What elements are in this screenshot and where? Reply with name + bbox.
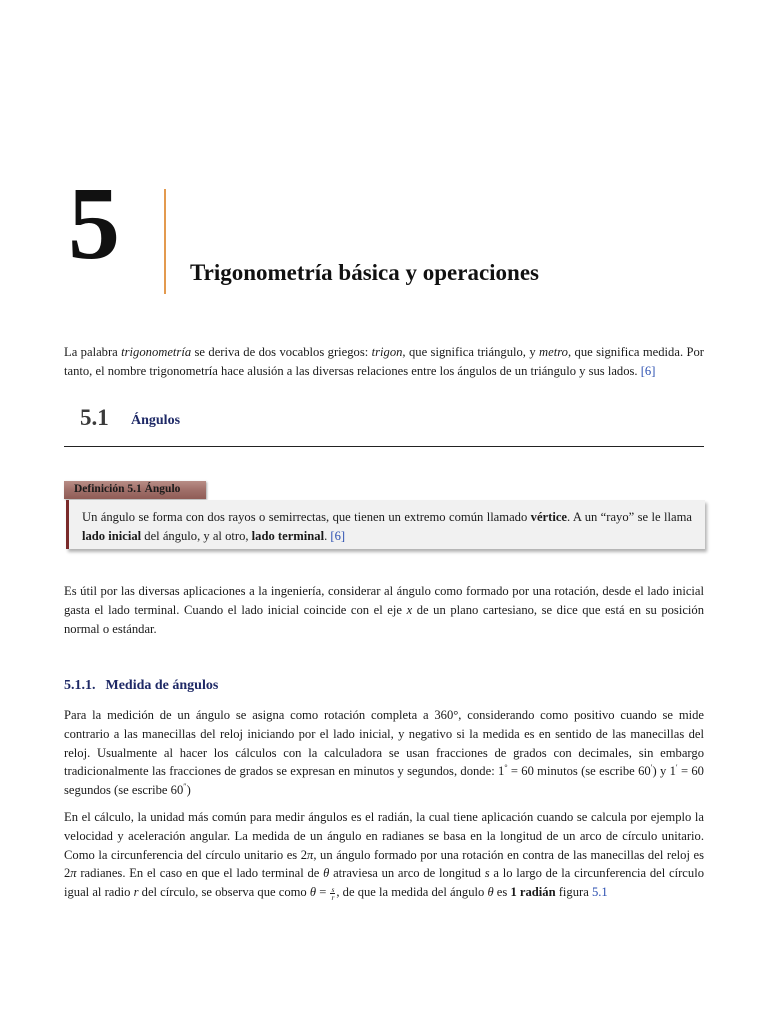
degrees-text-5: ) — [186, 783, 191, 798]
term-lado-inicial: lado inicial — [82, 528, 142, 543]
radians-paragraph — [64, 808, 704, 902]
fraction-denominator: r — [331, 892, 335, 902]
prime-symbol: ′ — [650, 763, 653, 773]
chapter-divider — [164, 189, 166, 294]
degree-symbol: ° — [504, 763, 508, 773]
term-lado-terminal: lado terminal — [251, 528, 325, 543]
symbol-theta: θ — [309, 885, 317, 900]
var-s: s — [484, 866, 490, 881]
degrees-text-4: = 60 segundos (se escribe 60 — [64, 764, 704, 798]
citation-link[interactable]: [6] — [640, 363, 656, 378]
term-trigon: trigon — [371, 345, 403, 359]
degrees-text-3: ) y 1 — [652, 764, 676, 779]
intro-text-1: La palabra — [64, 345, 122, 359]
chapter-number: 5 — [68, 166, 120, 281]
angle-text-1: Es útil por las diversas aplicaciones a la ingeniería, considerar al ángulo como formado por una rotación, desde el lado inicial gasta el lado terminal. Cuando el lado inicial coincide con el eje — [64, 584, 704, 617]
term-trigonometria: trigonometría — [121, 345, 192, 359]
chapter-title: Trigonometría básica y operaciones — [190, 260, 539, 285]
section-divider — [64, 446, 704, 447]
definition-label-tab — [64, 481, 206, 499]
symbol-theta: θ — [487, 885, 494, 900]
definition-text-3: del ángulo, y al otro, — [141, 528, 252, 543]
var-x: x — [406, 602, 413, 617]
subsection-heading — [64, 678, 218, 694]
degrees-text-1: Para la medición de un ángulo se asigna como rotación completa a 360°, considerando como positivo cuando se mide contrario a las manecillas del reloj iniciando por el lado inicial, y negativo si la medida es en sentido de las manecillas del reloj. Usualmente al hacer los cálculos con la calculadora se usan fracciones de grados con decimales, sin embargo tradicionalmente las fracciones de grados se expresan en minutos y segundos, donde: 1 — [64, 708, 704, 779]
radians-text-2: , un ángulo formado por una rotación en contra de las manecillas del reloj es 2 — [64, 847, 704, 881]
angle-text-2: de un plano cartesiano, se dice que está en su posición normal o estándar. — [64, 602, 704, 636]
section-title: Ángulos — [131, 413, 181, 428]
radians-text-3: radianes. En el caso en que el lado terminal de — [76, 866, 324, 881]
symbol-pi: π — [70, 866, 77, 881]
definition-text — [82, 508, 692, 546]
fraction-s-over-r — [330, 886, 335, 901]
citation-link[interactable]: [6] — [330, 528, 346, 543]
intro-text-2: se deriva de dos vocablos griegos: — [191, 345, 372, 359]
definition-text-4: . — [324, 528, 331, 543]
radians-text-9: figura — [555, 885, 592, 900]
fraction-numerator: s — [331, 884, 335, 894]
symbol-pi: π — [307, 847, 314, 862]
radians-text-1: En el cálculo, la unidad más común para medir ángulos es el radián, la cual tiene aplicación cuando se calcula por ejemplo la velocidad y aceleración angular. La medida de un ángulo en radianes se basa en la longitud de un arco de círculo unitario. Como la circunferencia del círculo unitario es 2 — [64, 810, 704, 862]
section-number: 5.1 — [80, 405, 109, 430]
var-r: r — [133, 885, 139, 900]
figure-reference-link[interactable]: 5.1 — [591, 885, 608, 900]
radians-text-6: del círculo, se observa que como — [138, 885, 310, 900]
term-1-radian: 1 radián — [510, 885, 556, 900]
angle-paragraph — [64, 582, 704, 638]
double-prime-symbol: ″ — [183, 782, 187, 791]
term-vertice: vértice — [530, 510, 568, 524]
intro-text-3: , que significa triángulo, y — [402, 345, 540, 359]
subsection-number: 5.1.1. — [64, 678, 96, 693]
symbol-theta: θ — [323, 866, 330, 881]
radians-text-4: atraviesa un arco de longitud — [329, 866, 485, 881]
definition-label: Definición 5.1 Ángulo — [74, 483, 181, 495]
prime-symbol: ′ — [675, 763, 678, 773]
term-metro: metro — [539, 345, 568, 359]
subsection-title: Medida de ángulos — [105, 678, 219, 693]
radians-text-5: a lo largo de la circunferencia del círculo igual al radio — [64, 866, 704, 900]
radians-text-7: , de que la medida del ángulo — [336, 885, 488, 900]
intro-text-4: , que significa medida. Por tanto, el nombre trigonometría hace alusión a las diversas relaciones entre los ángulos de un triángulo y sus lados. — [64, 345, 704, 378]
equals-sign: = — [316, 885, 330, 900]
definition-text-2: . A un “rayo” se le llama — [567, 510, 693, 524]
degrees-text-2: = 60 minutos (se escribe 60 — [507, 764, 651, 779]
degrees-paragraph — [64, 706, 704, 800]
intro-paragraph — [64, 343, 704, 381]
definition-box — [66, 500, 705, 549]
definition-text-1: Un ángulo se forma con dos rayos o semirrectas, que tienen un extremo común llamado — [82, 510, 531, 524]
radians-text-8: es — [493, 885, 511, 900]
